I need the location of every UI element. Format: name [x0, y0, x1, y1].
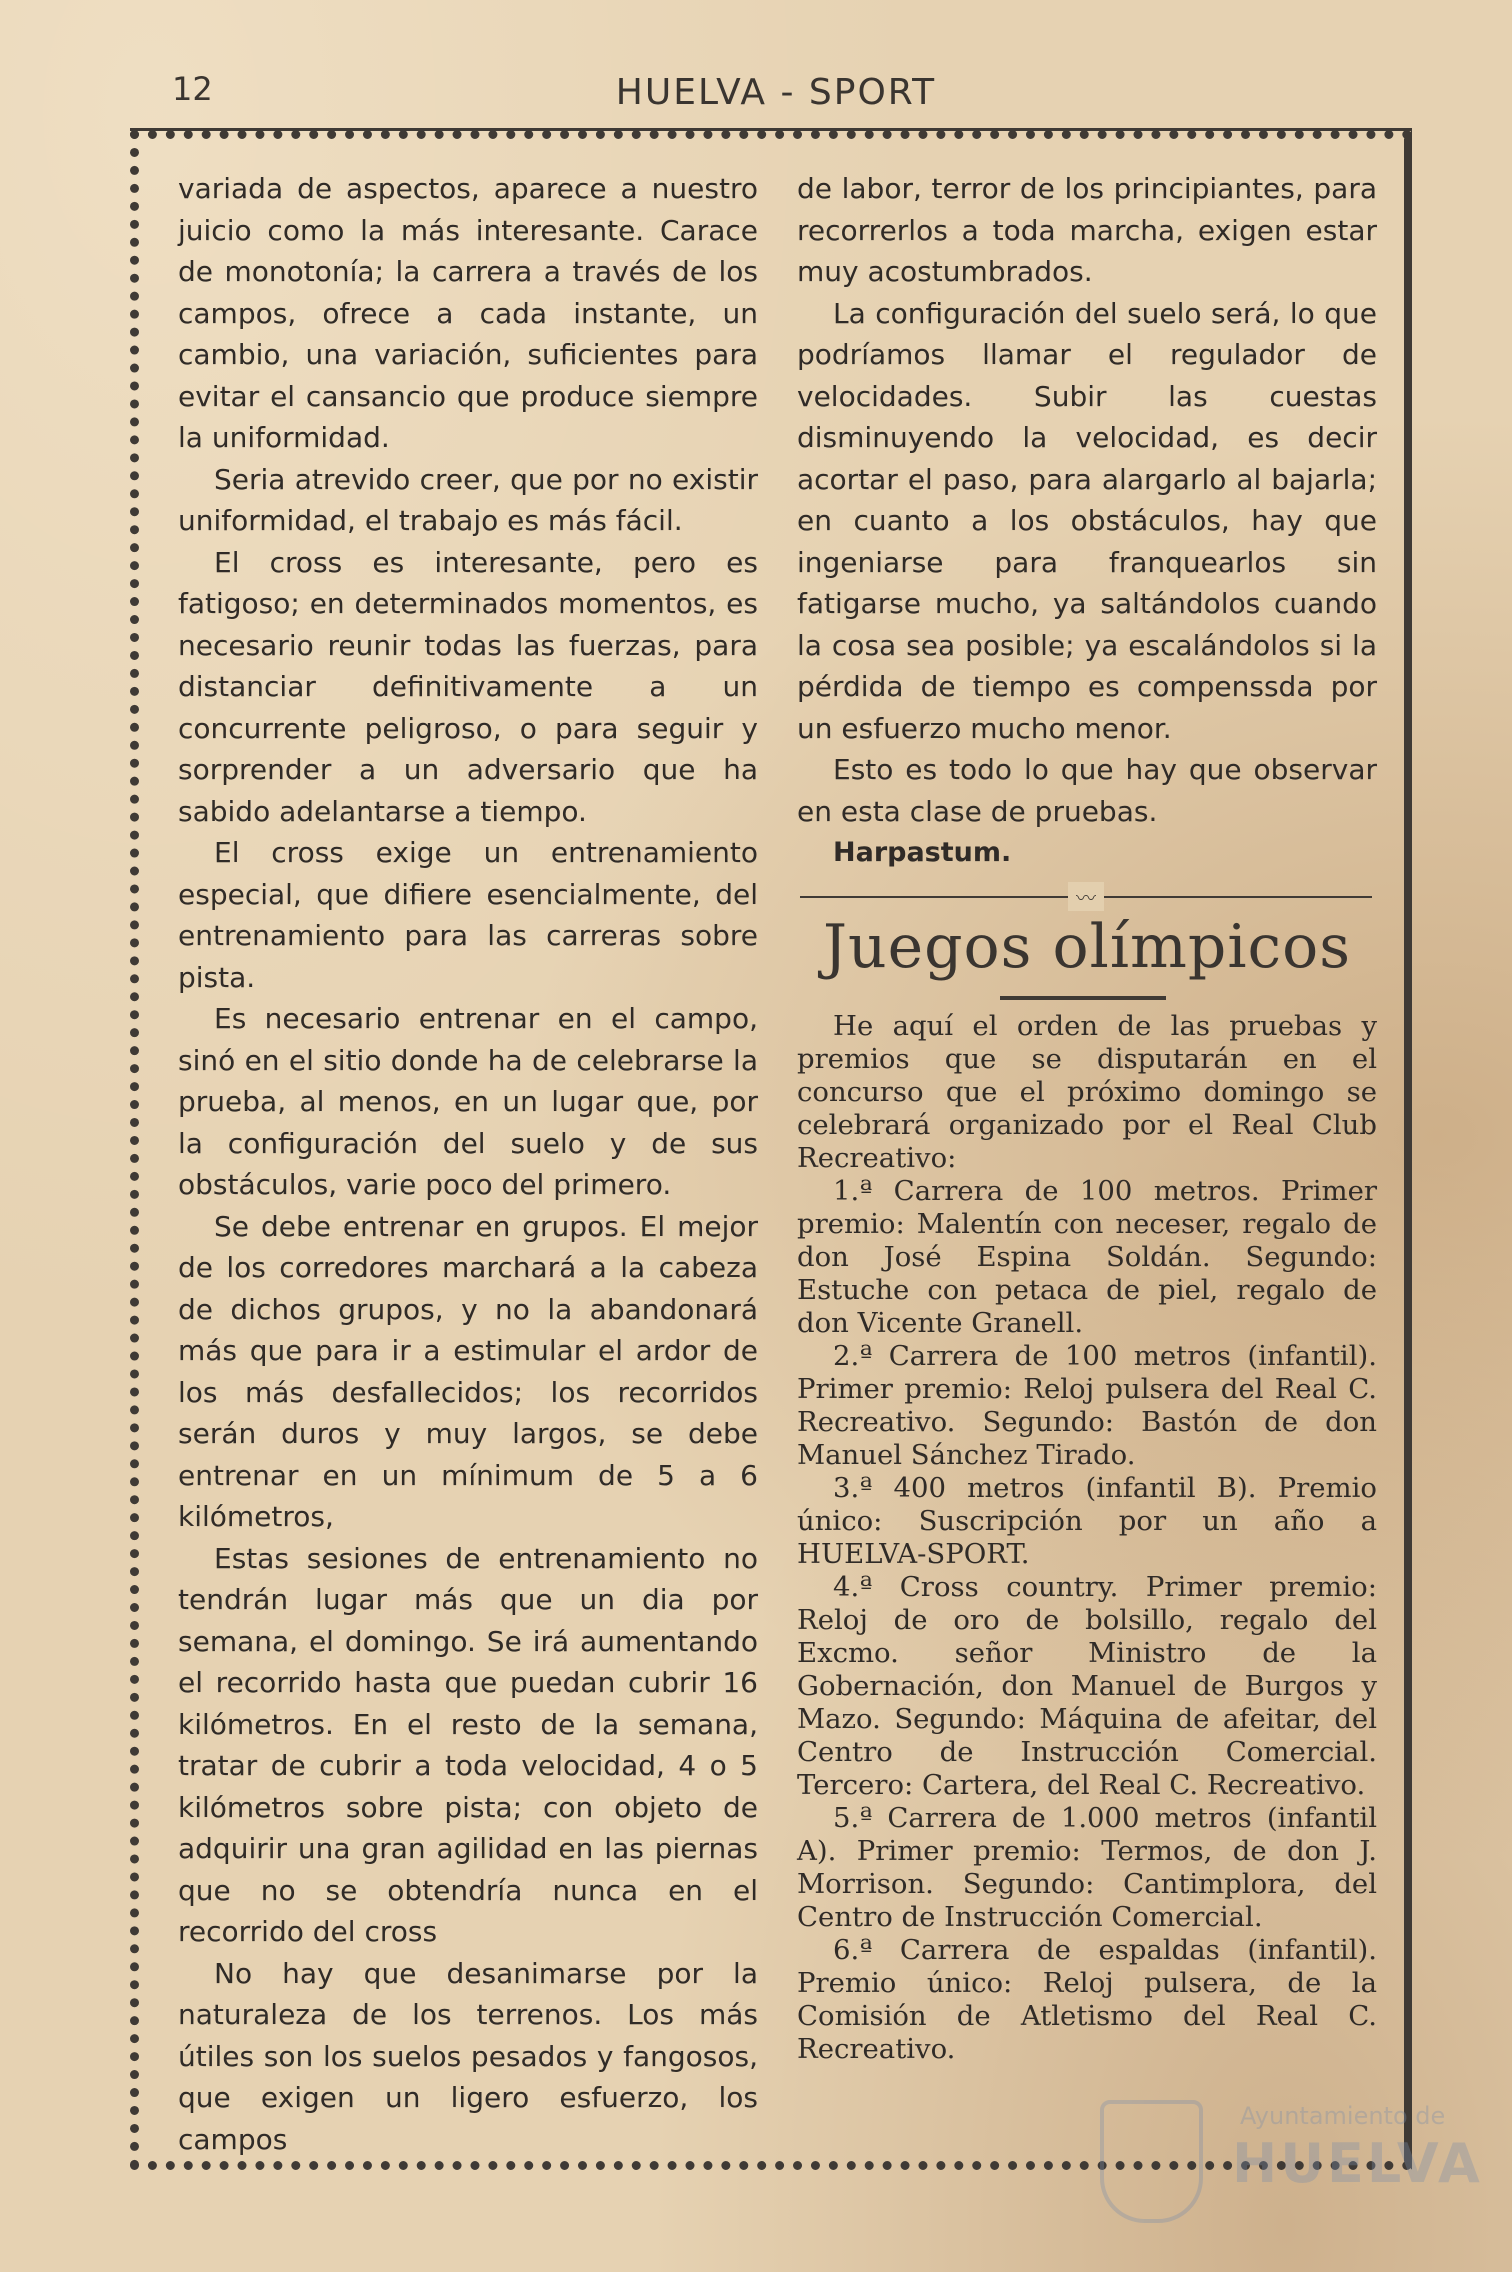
event-item: 2.ª Carrera de 100 metros (infantil). Primer premio: Reloj pulsera del Real C. Recreativo. Segundo: Bastón de don Manuel Sánchez Tirado. [797, 1340, 1377, 1471]
author-signature: Harpastum. [833, 837, 1012, 868]
publication-masthead: HUELVA - SPORT [615, 72, 937, 113]
paragraph: de labor, terror de los principiantes, para recorrerlos a toda marcha, exigen estar muy acostumbrados. [797, 172, 1377, 288]
event-item: 3.ª 400 metros (infantil B). Premio único: Suscripción por un año a HUELVA-SPORT. [797, 1472, 1377, 1570]
olympic-intro: He aquí el orden de las pruebas y premios que se disputarán en el concurso que el próximo domingo se celebrará organizado por el Real Club Recreativo: [797, 1010, 1377, 1174]
event-item: 6.ª Carrera de espaldas (infantil). Premio único: Reloj pulsera, de la Comisión de Atletismo del Real C. Recreativo. [797, 1934, 1377, 2065]
right-column [797, 168, 1377, 874]
paragraph: Esto es todo lo que hay que observar en esta clase de pruebas. [797, 753, 1377, 828]
paragraph: Se debe entrenar en grupos. El mejor de los corredores marchará a la cabeza de dichos grupos, y no la abandonará más que para ir a estimular el ardor de los más desfallecidos; los recorridos serán duros y muy largos, se debe entrenar en un mínimum de 5 a 6 kilómetros, [178, 1209, 758, 1533]
title-underline [1000, 996, 1166, 1000]
paragraph: No hay que desanimarse por la naturaleza de los terrenos. Los más útiles son los suelos pesados y fangosos, que exigen un ligero esfuerzo, los campos [178, 1956, 758, 2156]
watermark-caption: Ayuntamiento de [1240, 2102, 1446, 2130]
event-item: 4.ª Cross country. Primer premio: Reloj de oro de bolsillo, regalo del Excmo. señor Ministro de la Gobernación, don Manuel de Burgos y Mazo. Segundo: Máquina de afeitar, del Centro de Instrucción Comercial. Tercero: Cartera, del Real C. Recreativo. [797, 1571, 1377, 1801]
paragraph: El cross es interesante, pero es fatigoso; en determinados momentos, es necesario reunir todas las fuerzas, para distanciar definitivamente a un concurrente peligroso, o para seguir y sorprender a un adversario que ha sabido adelantarse a tiempo. [178, 545, 758, 828]
flourish-ornament-icon: 〰 [1068, 882, 1104, 911]
event-item: 1.ª Carrera de 100 metros. Primer premio: Malentín con neceser, regalo de don José Espina Soldán. Segundo: Estuche con petaca de piel, regalo de don Vicente Granell. [797, 1175, 1377, 1339]
archive-watermark [1100, 2080, 1483, 2230]
paragraph: Seria atrevido creer, que por no existir uniformidad, el trabajo es más fácil. [178, 462, 758, 537]
paragraph: Estas sesiones de entrenamiento no tendrán lugar más que un dia por semana, el domingo. Se irá aumentando el recorrido hasta que puedan cubrir 16 kilómetros. En el resto de la semana, tratar de cubrir a toda velocidad, 4 o 5 kilómetros sobre pista; con objeto de adquirir una gran agilidad en las piernas que no se obtendría nunca en el recorrido del cross [178, 1541, 758, 1948]
coat-of-arms-icon [1100, 2100, 1203, 2223]
paragraph: El cross exige un entrenamiento especial, que difiere esencialmente, del entrenamiento para las carreras sobre pista. [178, 836, 758, 994]
watermark-city: HUELVA [1232, 2132, 1483, 2195]
paragraph: variada de aspectos, aparece a nuestro juicio como la más interesante. Carace de monotonía; la carrera a través de los campos, ofrece a cada instante, un cambio, una variación, suficientes para evitar el cansancio que produce siempre la uniformidad. [178, 172, 758, 454]
olympic-events-column [797, 1010, 1377, 2066]
paragraph: Es necesario entrenar en el campo, sinó en el sitio donde ha de celebrarse la prueba, al menos, en un lugar que, por la configuración del suelo y de sus obstáculos, varie poco del primero. [178, 1002, 758, 1201]
paragraph: La configuración del suelo será, lo que podríamos llamar el regulador de velocidades. Subir las cuestas disminuyendo la velocidad, es decir acortar el paso, para alargarlo al bajarla; en cuanto a los obstáculos, hay que ingeniarse para franquearlos sin fatigarse mucho, ya saltándolos cuando la cosa sea posible; ya escalándolos si la pérdida de tiempo es compenssda por un esfuerzo mucho menor. [797, 296, 1377, 745]
section-divider [800, 886, 1372, 910]
left-column [178, 168, 758, 2160]
page-number: 12 [172, 70, 213, 108]
section-title: Juegos olímpicos [822, 912, 1352, 982]
event-item: 5.ª Carrera de 1.000 metros (infantil A). Primer premio: Termos, de don J. Morrison. Segundo: Cantimplora, del Centro de Instrucción Comercial. [797, 1802, 1377, 1933]
